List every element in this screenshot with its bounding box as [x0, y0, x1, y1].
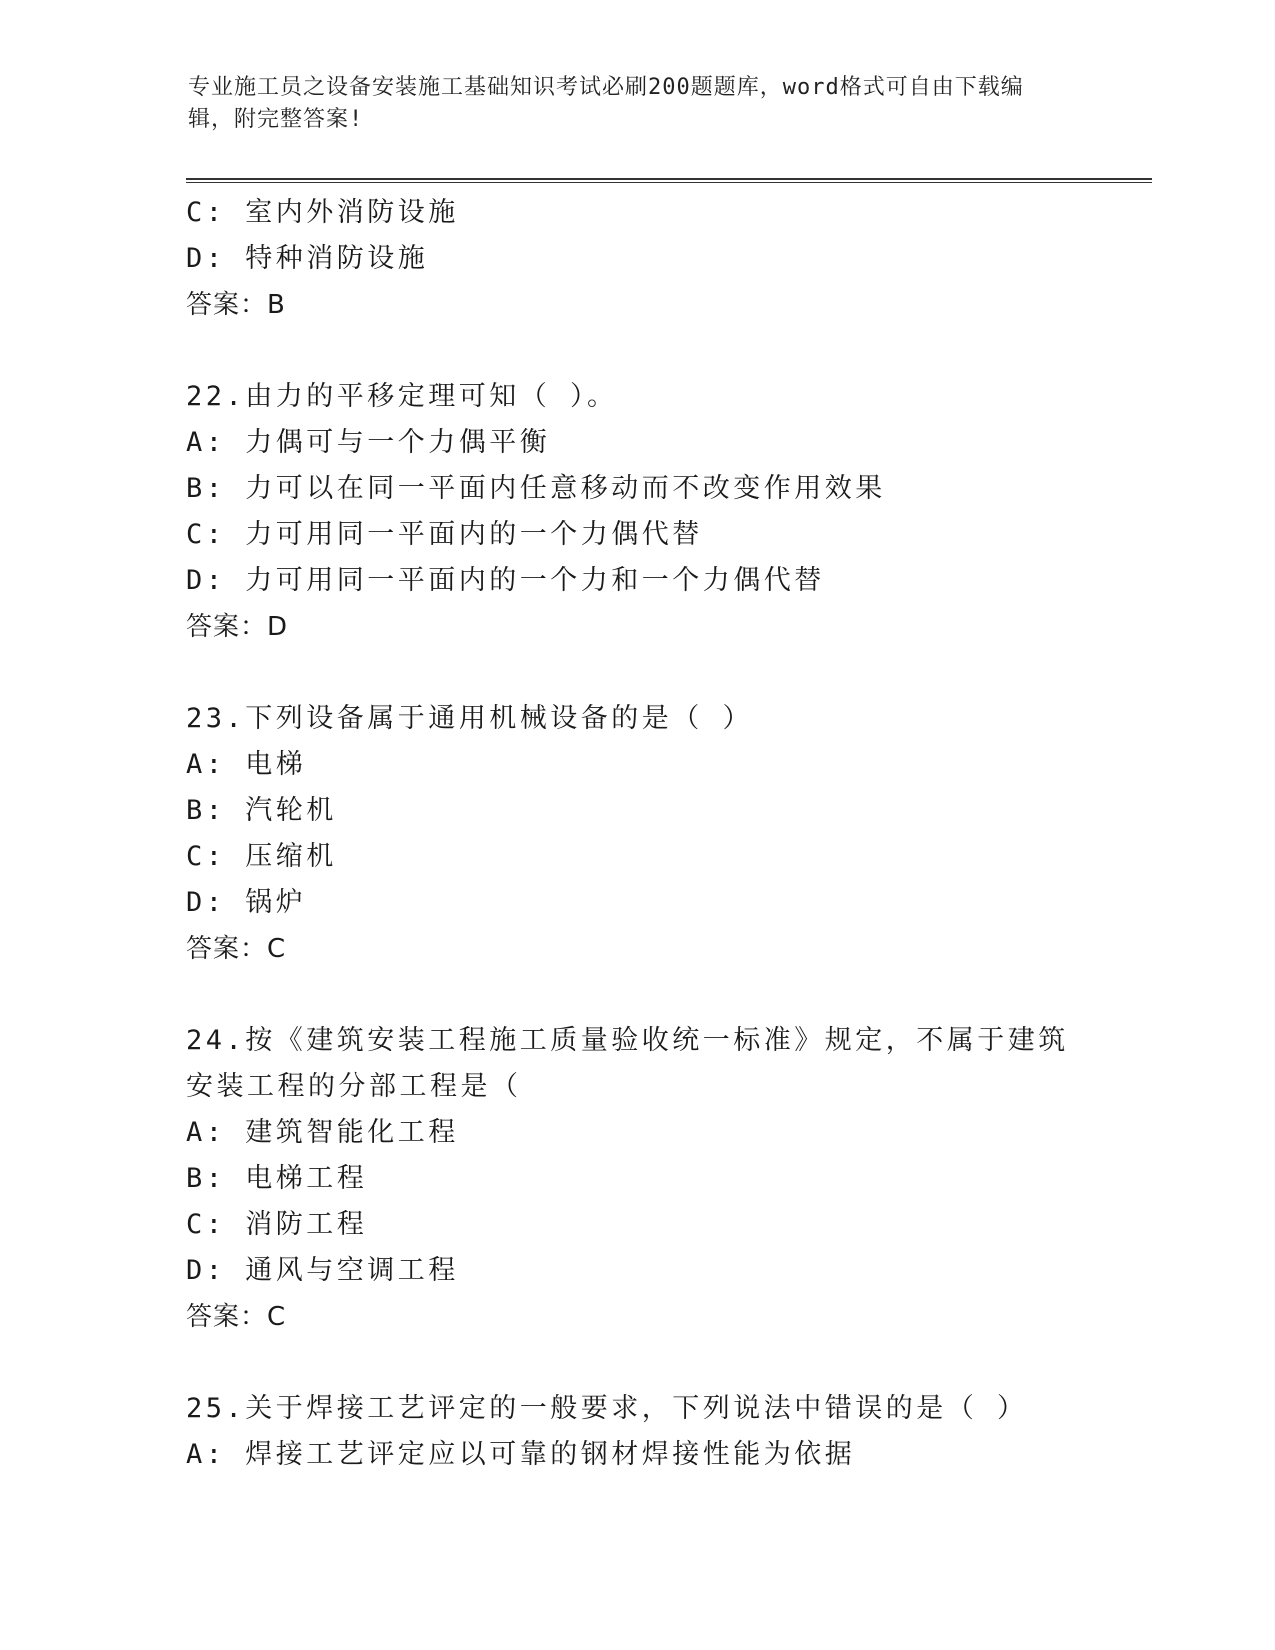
- option-d: D: 力可用同一平面内的一个力和一个力偶代替: [186, 565, 825, 596]
- question-22: [186, 374, 1086, 650]
- option-b: B: 电梯工程: [186, 1163, 368, 1194]
- option-c: C: 力可用同一平面内的一个力偶代替: [186, 519, 703, 550]
- question-25: [186, 1386, 1086, 1478]
- option-b: B: 力可以在同一平面内任意移动而不改变作用效果: [186, 473, 886, 504]
- option-a: A: 电梯: [186, 749, 307, 780]
- spacer: [186, 650, 1086, 696]
- option-a: A: 力偶可与一个力偶平衡: [186, 427, 551, 458]
- option-d: D: 通风与空调工程: [186, 1255, 459, 1286]
- spacer: [186, 972, 1086, 1018]
- option-c: C: 室内外消防设施: [186, 197, 459, 228]
- header-divider: [186, 178, 1152, 183]
- answer-line: 答案：C: [186, 934, 287, 964]
- document-body: [186, 190, 1086, 1478]
- option-d: D: 特种消防设施: [186, 243, 429, 274]
- question-stem: 23.下列设备属于通用机械设备的是（ ）: [186, 703, 754, 734]
- answer-line: 答案：D: [186, 612, 289, 642]
- question-stem: 24.按《建筑安装工程施工质量验收统一标准》规定，不属于建筑安装工程的分部工程是（: [186, 1025, 1069, 1102]
- question-24: [186, 1018, 1086, 1340]
- option-d: D: 锅炉: [186, 887, 307, 918]
- question-21-continued: [186, 190, 1086, 328]
- option-a: A: 焊接工艺评定应以可靠的钢材焊接性能为依据: [186, 1439, 856, 1470]
- question-23: [186, 696, 1086, 972]
- option-a: A: 建筑智能化工程: [186, 1117, 459, 1148]
- question-stem: 22.由力的平移定理可知（ ）。: [186, 381, 618, 412]
- answer-line: 答案：B: [186, 290, 286, 320]
- answer-line: 答案：C: [186, 1302, 287, 1332]
- spacer: [186, 1340, 1086, 1386]
- question-stem: 25.关于焊接工艺评定的一般要求，下列说法中错误的是（ ）: [186, 1393, 1028, 1424]
- option-c: C: 压缩机: [186, 841, 337, 872]
- header-title: 专业施工员之设备安装施工基础知识考试必刷200题题库，word格式可自由下载编辑，附完整答案!: [188, 75, 1024, 132]
- option-c: C: 消防工程: [186, 1209, 368, 1240]
- page-header: [188, 72, 1068, 136]
- option-b: B: 汽轮机: [186, 795, 337, 826]
- spacer: [186, 328, 1086, 374]
